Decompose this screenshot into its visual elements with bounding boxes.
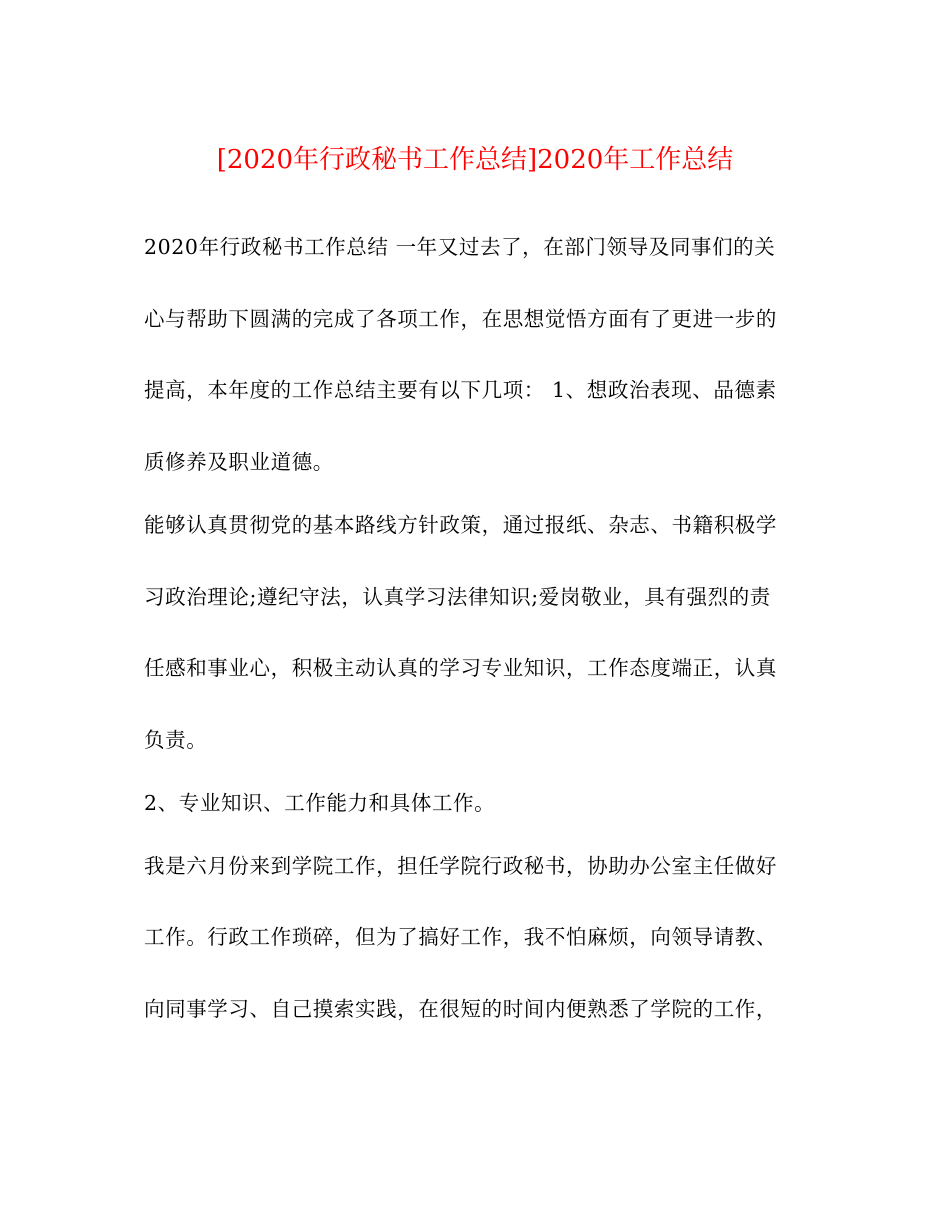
- document-title: [2020年行政秘书工作总结]2020年工作总结: [216, 145, 734, 175]
- body-line: 2、专业知识、工作能力和具体工作。: [144, 791, 496, 815]
- body-line: 向同事学习、自己摸索实践，在很短的时间内便熟悉了学院的工作，: [144, 997, 777, 1021]
- body-line: 提高，本年度的工作总结主要有以下几项： 1、想政治表现、品德素: [144, 378, 777, 402]
- body-line: 能够认真贯彻党的基本路线方针政策，通过报纸、杂志、书籍积极学: [144, 513, 777, 537]
- body-line: 习政治理论;遵纪守法，认真学习法律知识;爱岗敬业，具有强烈的责: [144, 585, 771, 609]
- body-line: 2020年行政秘书工作总结 一年又过去了，在部门领导及同事们的关: [144, 235, 776, 259]
- body-line: 工作。行政工作琐碎，但为了搞好工作，我不怕麻烦，向领导请教、: [144, 925, 777, 949]
- body-line: 心与帮助下圆满的完成了各项工作，在思想觉悟方面有了更进一步的: [144, 307, 777, 331]
- body-line: 我是六月份来到学院工作，担任学院行政秘书，协助办公室主任做好: [144, 854, 777, 878]
- body-line: 负责。: [144, 728, 208, 752]
- body-line: 质修养及职业道德。: [144, 450, 334, 474]
- body-line: 任感和事业心，积极主动认真的学习专业知识，工作态度端正，认真: [144, 656, 777, 680]
